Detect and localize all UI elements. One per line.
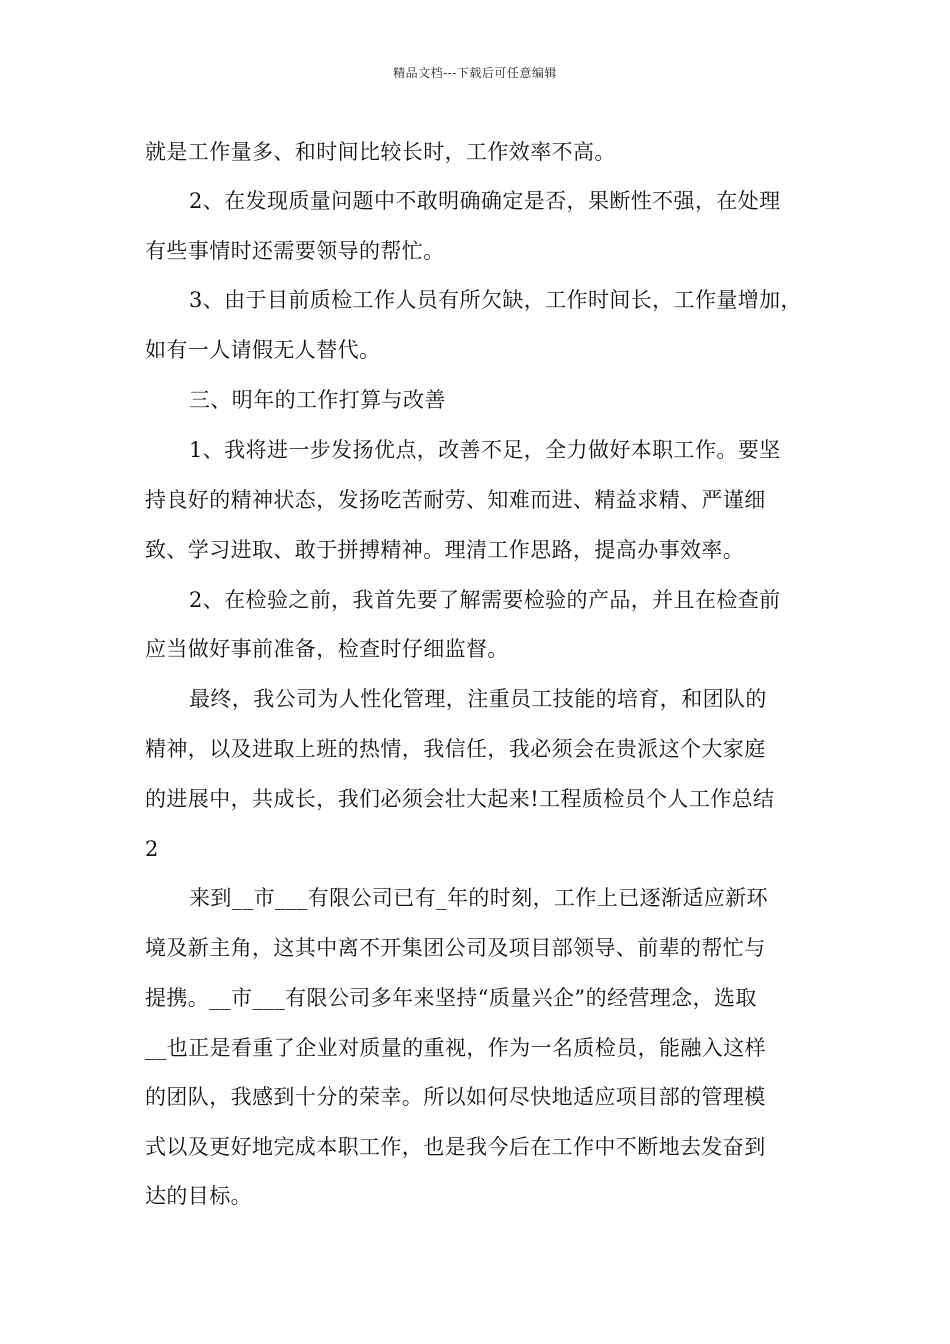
body-line: 来到__市___有限公司已有_年的时刻，工作上已逐渐适应新环: [189, 886, 768, 910]
body-line: 2: [145, 837, 159, 861]
body-line: 2、在检验之前，我首先要了解需要检验的产品，并且在检查前: [189, 588, 781, 612]
body-line: 境及新主角，这其中离不开集团公司及项目部领导、前辈的帮忙与: [145, 936, 766, 960]
body-line: 有些事情时还需要领导的帮忙。: [145, 239, 445, 263]
body-line: 致、学习进取、敢于拼搏精神。理清工作思路，提高办事效率。: [145, 538, 745, 562]
body-line: 2、在发现质量问题中不敢明确确定是否，果断性不强，在处理: [189, 189, 781, 213]
body-line: 3、由于目前质检工作人员有所欠缺，工作时间长，工作量增加，: [189, 288, 802, 312]
body-line: 如有一人请假无人替代。: [145, 338, 381, 362]
section-heading: 三、明年的工作打算与改善: [189, 388, 446, 412]
body-line: 1、我将进一步发扬优点，改善不足，全力做好本职工作。要坚: [189, 438, 781, 462]
body-line: 持良好的精神状态，发扬吃苦耐劳、知难而进、精益求精、严谨细: [145, 488, 766, 512]
body-line: 应当做好事前准备，检查时仔细监督。: [145, 637, 509, 661]
body-line: 式以及更好地完成本职工作，也是我今后在工作中不断地去发奋到: [145, 1135, 766, 1159]
body-line: 达的目标。: [145, 1184, 252, 1208]
page-header: 精品文档---下载后可任意编辑: [393, 66, 557, 80]
body-line: 精神，以及进取上班的热情，我信任，我必须会在贵派这个大家庭: [145, 737, 766, 761]
body-line: __也正是看重了企业对质量的重视，作为一名质检员，能融入这样: [145, 1036, 766, 1060]
body-line: 的团队，我感到十分的荣幸。所以如何尽快地适应项目部的管理模: [145, 1085, 766, 1109]
body-line: 的进展中，共成长，我们必须会壮大起来!工程质检员个人工作总结: [145, 787, 775, 811]
body-line: 最终，我公司为人性化管理，注重员工技能的培育，和团队的: [189, 687, 767, 711]
body-line: 就是工作量多、和时间比较长时，工作效率不高。: [145, 140, 616, 164]
body-line: 提携。__市___有限公司多年来坚持“质量兴企”的经营理念，选取: [145, 986, 757, 1010]
